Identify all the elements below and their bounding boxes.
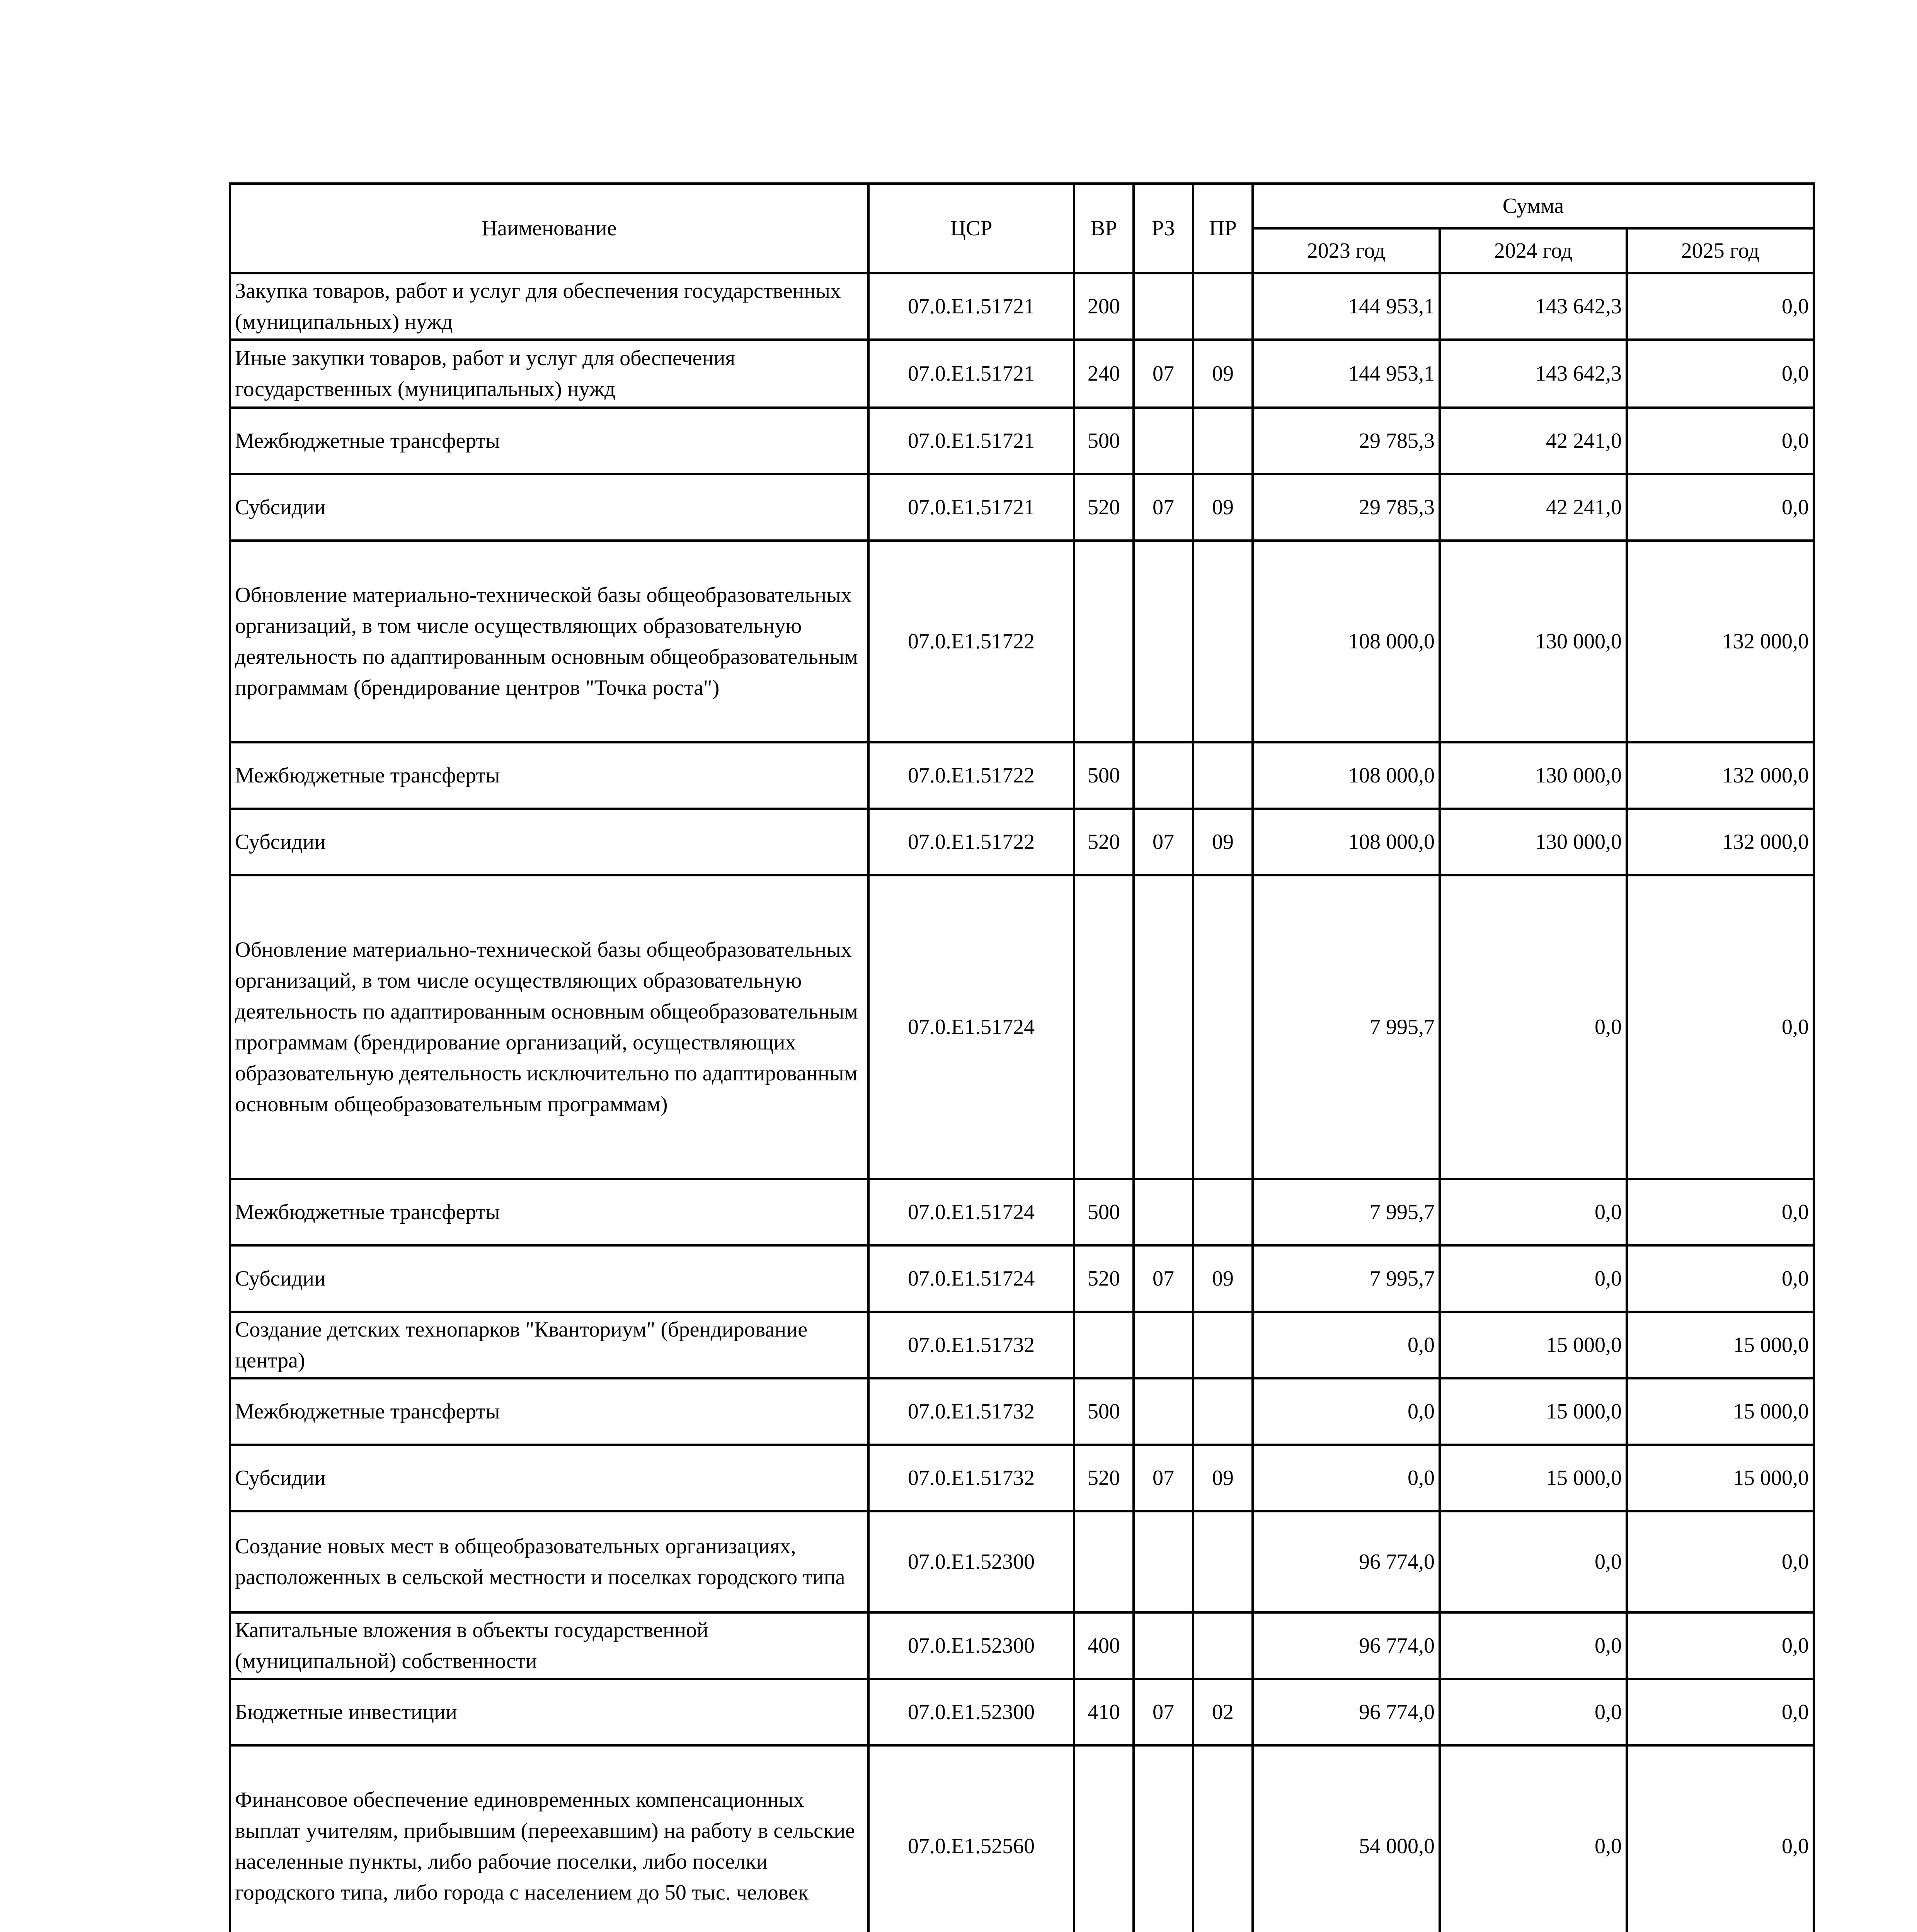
cell-y2023: 0,0 (1253, 1378, 1440, 1445)
header-vr: ВР (1074, 184, 1134, 273)
budget-table (229, 182, 1815, 1932)
cell-y2023: 96 774,0 (1253, 1679, 1440, 1745)
cell-pr (1193, 1179, 1253, 1245)
cell-vr: 520 (1074, 809, 1134, 875)
cell-name: Капитальные вложения в объекты государственной (муниципальной) собственности (230, 1612, 868, 1679)
cell-y2023: 54 000,0 (1253, 1745, 1440, 1932)
cell-rz: 07 (1134, 474, 1193, 541)
table-row (230, 541, 1814, 742)
header-name: Наименование (230, 184, 868, 273)
cell-y2025: 132 000,0 (1627, 742, 1814, 809)
cell-pr (1193, 1312, 1253, 1378)
cell-csr: 07.0.E1.52300 (868, 1612, 1074, 1679)
cell-y2024: 0,0 (1440, 1511, 1627, 1612)
table-body (230, 273, 1814, 1932)
cell-y2024: 0,0 (1440, 875, 1627, 1179)
cell-rz (1134, 1312, 1193, 1378)
cell-pr: 09 (1193, 474, 1253, 541)
cell-csr: 07.0.E1.51722 (868, 809, 1074, 875)
cell-rz: 07 (1134, 340, 1193, 408)
cell-name: Субсидии (230, 474, 868, 541)
cell-y2023: 108 000,0 (1253, 742, 1440, 809)
table-row (230, 273, 1814, 340)
cell-y2025: 0,0 (1627, 875, 1814, 1179)
table-row (230, 1511, 1814, 1612)
cell-pr: 09 (1193, 1245, 1253, 1312)
cell-y2025: 0,0 (1627, 273, 1814, 340)
cell-y2024: 15 000,0 (1440, 1378, 1627, 1445)
cell-y2024: 15 000,0 (1440, 1445, 1627, 1511)
cell-name: Финансовое обеспечение единовременных компенсационных выплат учителям, прибывшим (переехавшим) на работу в сельские населенные пункты, либо рабочие поселки, либо поселки городского типа, либо города с населением до 50 тыс. человек (230, 1745, 868, 1932)
cell-name: Обновление материально-технической базы общеобразовательных организаций, в том числе осуществляющих образовательную деятельность по адаптированным основным общеобразовательным программам (брендирование центров "Точка роста") (230, 541, 868, 742)
cell-pr (1193, 1378, 1253, 1445)
cell-csr: 07.0.E1.51724 (868, 1245, 1074, 1312)
cell-rz (1134, 1378, 1193, 1445)
cell-csr: 07.0.E1.51721 (868, 340, 1074, 408)
cell-csr: 07.0.E1.51721 (868, 474, 1074, 541)
cell-y2023: 7 995,7 (1253, 875, 1440, 1179)
cell-pr: 02 (1193, 1679, 1253, 1745)
cell-y2025: 0,0 (1627, 1745, 1814, 1932)
cell-rz (1134, 541, 1193, 742)
cell-rz (1134, 273, 1193, 340)
cell-name: Обновление материально-технической базы общеобразовательных организаций, в том числе осуществляющих образовательную деятельность по адаптированным основным общеобразовательным программам (брендирование организаций, осуществляющих образовательную деятельность исключительно по адаптированным основным общеобразовательным программам) (230, 875, 868, 1179)
cell-csr: 07.0.E1.51732 (868, 1312, 1074, 1378)
cell-y2023: 7 995,7 (1253, 1179, 1440, 1245)
cell-y2024: 42 241,0 (1440, 474, 1627, 541)
cell-y2025: 132 000,0 (1627, 809, 1814, 875)
cell-y2025: 0,0 (1627, 474, 1814, 541)
table-row (230, 408, 1814, 474)
cell-y2023: 0,0 (1253, 1312, 1440, 1378)
cell-name: Межбюджетные трансферты (230, 408, 868, 474)
cell-name: Субсидии (230, 1445, 868, 1511)
cell-csr: 07.0.E1.51722 (868, 742, 1074, 809)
cell-y2023: 29 785,3 (1253, 408, 1440, 474)
cell-pr (1193, 273, 1253, 340)
cell-rz: 07 (1134, 809, 1193, 875)
cell-pr (1193, 541, 1253, 742)
table-row (230, 1679, 1814, 1745)
cell-vr: 500 (1074, 1179, 1134, 1245)
cell-name: Субсидии (230, 809, 868, 875)
cell-vr: 500 (1074, 408, 1134, 474)
cell-rz: 07 (1134, 1679, 1193, 1745)
cell-csr: 07.0.E1.51722 (868, 541, 1074, 742)
cell-pr (1193, 875, 1253, 1179)
cell-csr: 07.0.E1.52300 (868, 1679, 1074, 1745)
cell-y2023: 144 953,1 (1253, 340, 1440, 408)
cell-csr: 07.0.E1.52560 (868, 1745, 1074, 1932)
cell-vr: 410 (1074, 1679, 1134, 1745)
table-row (230, 809, 1814, 875)
cell-y2025: 0,0 (1627, 408, 1814, 474)
table-row (230, 1179, 1814, 1245)
cell-y2024: 130 000,0 (1440, 541, 1627, 742)
header-year-2023: 2023 год (1253, 228, 1440, 273)
cell-csr: 07.0.E1.51721 (868, 273, 1074, 340)
cell-y2023: 7 995,7 (1253, 1245, 1440, 1312)
cell-rz (1134, 1511, 1193, 1612)
cell-name: Межбюджетные трансферты (230, 1179, 868, 1245)
cell-rz: 07 (1134, 1445, 1193, 1511)
cell-y2025: 0,0 (1627, 1179, 1814, 1245)
table-row (230, 1245, 1814, 1312)
cell-name: Межбюджетные трансферты (230, 1378, 868, 1445)
cell-y2025: 0,0 (1627, 1511, 1814, 1612)
cell-rz (1134, 1745, 1193, 1932)
cell-csr: 07.0.E1.51721 (868, 408, 1074, 474)
cell-rz (1134, 408, 1193, 474)
cell-y2023: 29 785,3 (1253, 474, 1440, 541)
cell-y2025: 0,0 (1627, 1679, 1814, 1745)
header-csr: ЦСР (868, 184, 1074, 273)
cell-pr (1193, 1511, 1253, 1612)
cell-y2024: 143 642,3 (1440, 273, 1627, 340)
header-sum: Сумма (1253, 184, 1814, 228)
cell-y2023: 0,0 (1253, 1445, 1440, 1511)
cell-y2023: 96 774,0 (1253, 1612, 1440, 1679)
cell-csr: 07.0.E1.51732 (868, 1445, 1074, 1511)
table-row (230, 340, 1814, 408)
cell-name: Создание новых мест в общеобразовательных организациях, расположенных в сельской местности и поселках городского типа (230, 1511, 868, 1612)
cell-name: Межбюджетные трансферты (230, 742, 868, 809)
cell-vr (1074, 1511, 1134, 1612)
cell-pr (1193, 1612, 1253, 1679)
cell-vr: 520 (1074, 1245, 1134, 1312)
cell-y2025: 15 000,0 (1627, 1378, 1814, 1445)
table-row (230, 1445, 1814, 1511)
cell-name: Создание детских технопарков "Кванториум" (брендирование центра) (230, 1312, 868, 1378)
cell-vr: 500 (1074, 1378, 1134, 1445)
header-year-2024: 2024 год (1440, 228, 1627, 273)
cell-y2024: 130 000,0 (1440, 742, 1627, 809)
cell-vr: 520 (1074, 474, 1134, 541)
cell-csr: 07.0.E1.51724 (868, 1179, 1074, 1245)
cell-vr (1074, 875, 1134, 1179)
cell-vr (1074, 1745, 1134, 1932)
cell-y2024: 130 000,0 (1440, 809, 1627, 875)
cell-y2025: 0,0 (1627, 1612, 1814, 1679)
cell-rz: 07 (1134, 1245, 1193, 1312)
header-row (230, 184, 1814, 228)
table-row (230, 742, 1814, 809)
table-row (230, 1612, 1814, 1679)
cell-vr: 200 (1074, 273, 1134, 340)
cell-vr: 240 (1074, 340, 1134, 408)
cell-vr: 520 (1074, 1445, 1134, 1511)
cell-pr: 09 (1193, 1445, 1253, 1511)
cell-y2024: 0,0 (1440, 1179, 1627, 1245)
cell-y2023: 108 000,0 (1253, 541, 1440, 742)
cell-y2025: 0,0 (1627, 1245, 1814, 1312)
cell-y2025: 15 000,0 (1627, 1312, 1814, 1378)
cell-pr: 09 (1193, 340, 1253, 408)
cell-name: Иные закупки товаров, работ и услуг для обеспечения государственных (муниципальных) нужд (230, 340, 868, 408)
cell-rz (1134, 875, 1193, 1179)
cell-csr: 07.0.E1.52300 (868, 1511, 1074, 1612)
cell-csr: 07.0.E1.51724 (868, 875, 1074, 1179)
cell-pr (1193, 408, 1253, 474)
cell-y2024: 143 642,3 (1440, 340, 1627, 408)
cell-vr (1074, 1312, 1134, 1378)
cell-name: Бюджетные инвестиции (230, 1679, 868, 1745)
header-pr: ПР (1193, 184, 1253, 273)
cell-pr (1193, 1745, 1253, 1932)
cell-vr: 400 (1074, 1612, 1134, 1679)
cell-y2024: 0,0 (1440, 1245, 1627, 1312)
cell-y2024: 15 000,0 (1440, 1312, 1627, 1378)
cell-y2025: 15 000,0 (1627, 1445, 1814, 1511)
cell-rz (1134, 1612, 1193, 1679)
cell-name: Субсидии (230, 1245, 868, 1312)
cell-rz (1134, 1179, 1193, 1245)
header-year-2025: 2025 год (1627, 228, 1814, 273)
cell-y2023: 108 000,0 (1253, 809, 1440, 875)
table-row (230, 875, 1814, 1179)
table-row (230, 1378, 1814, 1445)
cell-vr (1074, 541, 1134, 742)
cell-y2024: 0,0 (1440, 1612, 1627, 1679)
cell-vr: 500 (1074, 742, 1134, 809)
cell-y2024: 0,0 (1440, 1745, 1627, 1932)
cell-pr: 09 (1193, 809, 1253, 875)
table-row (230, 1745, 1814, 1932)
cell-y2024: 0,0 (1440, 1679, 1627, 1745)
cell-y2025: 0,0 (1627, 340, 1814, 408)
table-row (230, 1312, 1814, 1378)
cell-csr: 07.0.E1.51732 (868, 1378, 1074, 1445)
cell-pr (1193, 742, 1253, 809)
cell-y2024: 42 241,0 (1440, 408, 1627, 474)
cell-y2023: 96 774,0 (1253, 1511, 1440, 1612)
cell-name: Закупка товаров, работ и услуг для обеспечения государственных (муниципальных) нужд (230, 273, 868, 340)
cell-rz (1134, 742, 1193, 809)
cell-y2025: 132 000,0 (1627, 541, 1814, 742)
header-rz: РЗ (1134, 184, 1193, 273)
cell-y2023: 144 953,1 (1253, 273, 1440, 340)
table-row (230, 474, 1814, 541)
